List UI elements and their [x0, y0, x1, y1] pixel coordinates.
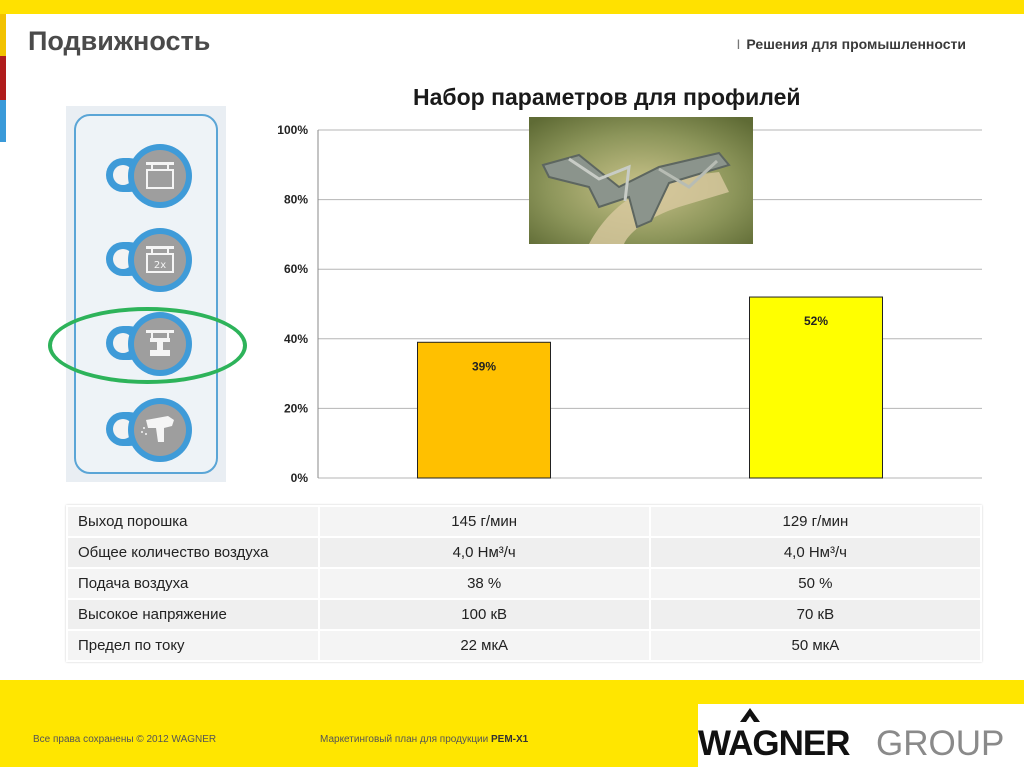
- double-part-icon-text: 2x: [153, 260, 167, 271]
- row-label: Общее количество воздуха: [67, 537, 319, 568]
- double-part-icon: [138, 238, 182, 282]
- row-value-a: 4,0 Нм³/ч: [319, 537, 650, 568]
- row-value-b: 50 %: [650, 568, 981, 599]
- y-tick-label: 80%: [283, 192, 308, 207]
- top-accent-bar: [0, 0, 1024, 14]
- row-value-b: 4,0 Нм³/ч: [650, 537, 981, 568]
- parameters-table: [66, 505, 982, 662]
- flat-part-icon: [138, 154, 182, 198]
- row-value-a: 22 мкА: [319, 630, 650, 661]
- subtitle-text: Решения для промышленности: [746, 36, 966, 52]
- footer-copyright: Все права сохранены © 2012 WAGNER: [33, 734, 217, 745]
- page-title: Подвижность: [28, 26, 211, 56]
- page-subtitle: [737, 36, 966, 52]
- spray-gun-icon: [138, 408, 182, 452]
- mode-button-flat-part[interactable]: [106, 144, 202, 206]
- wagner-group-logo: [698, 704, 1024, 767]
- subtitle-separator: I: [736, 36, 741, 52]
- chart-title: Набор параметров для профилей: [413, 84, 801, 110]
- side-strip-yellow: [0, 14, 6, 56]
- row-label: Выход порошка: [67, 506, 319, 537]
- table-row: [67, 506, 981, 537]
- device-control-panel: [66, 106, 226, 482]
- y-tick-label: 20%: [283, 401, 308, 416]
- side-strip-blue: [0, 100, 6, 142]
- bar-data-label: 39%: [471, 359, 497, 374]
- y-tick-label: 100%: [277, 123, 308, 137]
- side-strip-red: [0, 56, 6, 100]
- table-row: [67, 568, 981, 599]
- table-row: [67, 630, 981, 661]
- button-face: [128, 398, 192, 462]
- profile-part-photo: [529, 117, 753, 244]
- row-value-b: 50 мкА: [650, 630, 981, 661]
- y-tick-label: 60%: [283, 262, 308, 277]
- row-value-b: 70 кВ: [650, 599, 981, 630]
- y-tick-label: 0%: [290, 471, 308, 485]
- row-label: Предел по току: [67, 630, 319, 661]
- mode-button-spray-gun[interactable]: [106, 398, 202, 460]
- y-tick-label: 40%: [283, 331, 308, 346]
- row-value-a: 100 кВ: [319, 599, 650, 630]
- footer-plan-text: Маркетинговый план для продукции: [320, 734, 489, 745]
- selected-mode-highlight: [48, 307, 247, 384]
- row-label: Высокое напряжение: [67, 599, 319, 630]
- footer-plan: [320, 734, 528, 745]
- row-label: Подача воздуха: [67, 568, 319, 599]
- button-face: [128, 228, 192, 292]
- profile-part-image: [529, 117, 753, 244]
- button-face: [128, 144, 192, 208]
- chart-y-tick-labels: [277, 123, 308, 485]
- device-panel-frame: [74, 114, 218, 474]
- table-row: [67, 599, 981, 630]
- logo-wagner-text: WAGNER: [698, 724, 850, 763]
- bar-data-label: 52%: [803, 314, 829, 329]
- table-row: [67, 537, 981, 568]
- mode-button-double-part[interactable]: [106, 228, 202, 290]
- logo-group-text: GROUP: [876, 724, 1005, 763]
- logo-arrow-icon: [738, 704, 762, 724]
- footer-plan-product: PEM-X1: [491, 734, 529, 745]
- row-value-a: 38 %: [319, 568, 650, 599]
- row-value-a: 145 г/мин: [319, 506, 650, 537]
- row-value-b: 129 г/мин: [650, 506, 981, 537]
